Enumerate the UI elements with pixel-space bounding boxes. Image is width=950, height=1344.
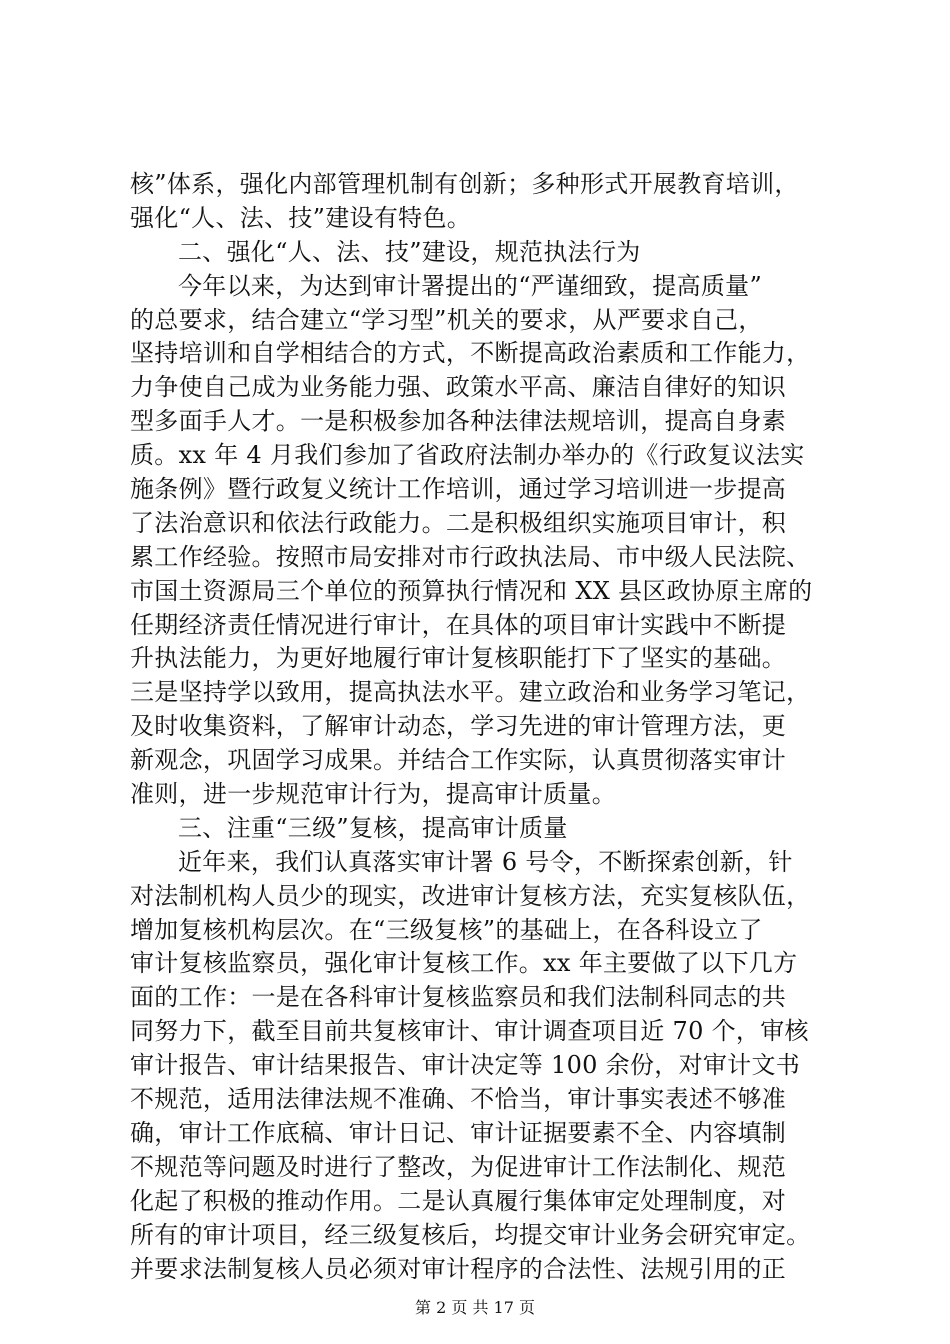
text-line: 市国土资源局三个单位的预算执行情况和 XX 县区政协原主席的 [130,576,813,605]
text-line: 三、注重“三级”复核，提高审计质量 [178,813,568,842]
text-line: 同努力下，截至目前共复核审计、审计调查项目近 70 个，审核 [130,1017,809,1046]
text-line: 面的工作：一是在各科审计复核监察员和我们法制科同志的共 [130,983,787,1012]
text-line: 坚持培训和自学相结合的方式，不断提高政治素质和工作能力， [130,339,811,368]
text-line: 核”体系，强化内部管理机制有创新；多种形式开展教育培训， [130,170,799,198]
text-line: 的总要求，结合建立“学习型”机关的要求，从严要求自己， [130,305,763,334]
text-line: 型多面手人才。一是积极参加各种法律法规培训，提高自身素 [130,407,787,436]
text-line: 新观念，巩固学习成果。并结合工作实际，认真贯彻落实审计 [130,746,787,775]
text-line: 施条例》暨行政复义统计工作培训，通过学习培训进一步提高 [130,475,787,504]
text-line: 所有的审计项目，经三级复核后，均提交审计业务会研究审定。 [130,1220,811,1249]
text-line: 并要求法制复核人员必须对审计程序的合法性、法规引用的正 [130,1254,787,1283]
text-line: 化起了积极的推动作用。二是认真履行集体审定处理制度，对 [130,1186,787,1215]
document-body [130,168,830,1286]
text-line: 不规范，适用法律法规不准确、不恰当，审计事实表述不够准 [130,1085,787,1114]
text-line: 累工作经验。按照市局安排对市行政执法局、市中级人民法院、 [130,542,811,571]
text-line: 及时收集资料，了解审计动态，学习先进的审计管理方法，更 [130,712,787,741]
page-number-footer: 第 2 页 共 17 页 [415,1298,535,1317]
text-line: 审计复核监察员，强化审计复核工作。xx 年主要做了以下几方 [130,949,798,978]
text-line: 审计报告、审计结果报告、审计决定等 100 余份，对审计文书 [130,1051,801,1080]
text-line: 确，审计工作底稿、审计日记、审计证据要素不全、内容填制 [130,1118,787,1147]
text-line: 二、强化“人、法、技”建设，规范执法行为 [178,237,641,266]
text-line: 增加复核机构层次。在“三级复核”的基础上，在各科设立了 [130,915,763,944]
text-line: 任期经济责任情况进行审计，在具体的项目审计实践中不断提 [130,610,787,639]
text-line: 力争使自己成为业务能力强、政策水平高、廉洁自律好的知识 [130,373,787,402]
text-line: 准则，进一步规范审计行为，提高审计质量。 [130,780,616,809]
text-line: 对法制机构人员少的现实，改进审计复核方法，充实复核队伍， [130,881,811,910]
text-line: 今年以来，为达到审计署提出的“严谨细致，提高质量” [178,271,763,300]
text-line: 升执法能力，为更好地履行审计复核职能打下了坚实的基础。 [130,644,787,673]
text-line: 不规范等问题及时进行了整改，为促进审计工作法制化、规范 [130,1152,787,1181]
text-line: 强化“人、法、技”建设有特色。 [130,203,472,232]
text-line: 质。xx 年 4 月我们参加了省政府法制办举办的《行政复议法实 [130,441,805,470]
text-line: 了法治意识和依法行政能力。二是积极组织实施项目审计，积 [130,508,787,537]
text-line: 近年来，我们认真落实审计署 6 号令，不断探索创新，针 [178,847,793,876]
text-line: 三是坚持学以致用，提高执法水平。建立政治和业务学习笔记， [130,678,811,707]
